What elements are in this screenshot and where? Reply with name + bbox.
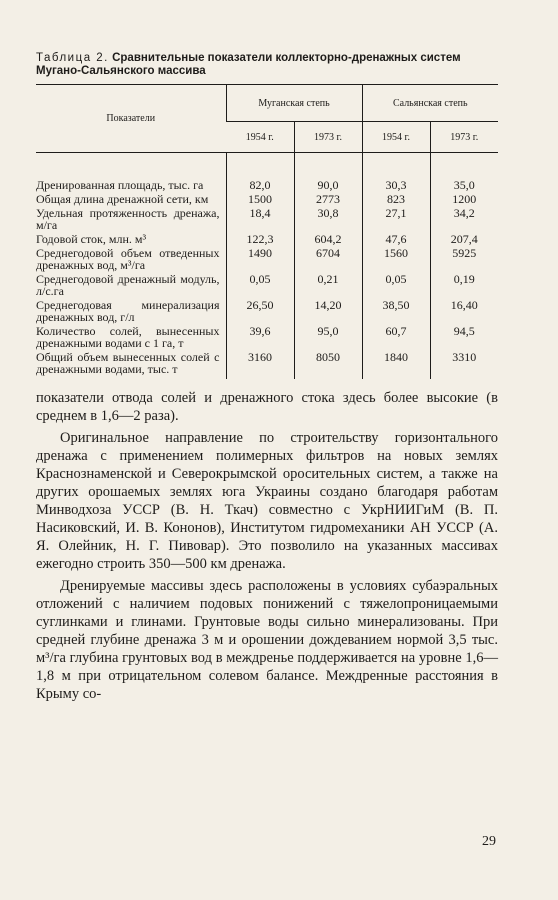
row-label: Среднегодовой дренажный модуль, л/с.га (36, 272, 220, 298)
cell-value: 1560 (362, 246, 430, 272)
table-row (36, 192, 498, 206)
row-label: Среднегодовая минерализация дренажных вод, г/л (36, 298, 220, 324)
cell-value: 1490 (226, 246, 294, 272)
row-label: Количество солей, вынесенных дренажными водами с 1 га, т (36, 324, 220, 350)
cell-value: 16,40 (430, 298, 498, 324)
table-caption-title: Сравнительные показатели коллекторно-дренажных систем Мугано-Сальянского массива (36, 52, 461, 77)
cell-value: 604,2 (294, 232, 362, 246)
cell-value: 90,0 (294, 153, 362, 193)
cell-value: 8050 (294, 350, 362, 379)
body-text (36, 389, 498, 703)
year-header: 1954 г. (362, 122, 430, 153)
table-row (36, 206, 498, 232)
table-row (36, 350, 498, 379)
cell-value: 6704 (294, 246, 362, 272)
row-label: Удельная протяженность дренажа, м/га (36, 206, 220, 232)
cell-value: 94,5 (430, 324, 498, 350)
cell-value: 14,20 (294, 298, 362, 324)
cell-value: 30,8 (294, 206, 362, 232)
cell-value: 26,50 (226, 298, 294, 324)
cell-value: 5925 (430, 246, 498, 272)
cell-value: 2773 (294, 192, 362, 206)
year-header: 1973 г. (294, 122, 362, 153)
row-label: Дренированная площадь, тыс. га (36, 178, 204, 192)
cell-value: 1200 (430, 192, 498, 206)
group-header-mugan: Муганская степь (226, 85, 362, 122)
row-label: Среднегодовой объем отведенных дренажных вод, м³/га (36, 246, 220, 272)
page (36, 52, 498, 707)
cell-value: 3310 (430, 350, 498, 379)
year-header: 1973 г. (430, 122, 498, 153)
cell-value: 1840 (362, 350, 430, 379)
data-table (36, 84, 498, 379)
cell-value: 35,0 (430, 153, 498, 193)
cell-value: 823 (362, 192, 430, 206)
year-header: 1954 г. (226, 122, 294, 153)
table-row (36, 246, 498, 272)
paragraph: Дренируемые массивы здесь расположены в условиях субаэральных отложений с наличием подовых понижений с тяжелопроницаемыми суглинками и глинами. Грунтовые воды сильно минерализованы. При средней глубине дренажа 3 м и орошении дождеванием нормой 3,5 тыс. м³/га глубина грунтовых вод в междренье поддерживается на уровне 1,6—1,8 м при отрицательном солевом балансе. Междренные расстояния в Крыму со- (36, 578, 498, 702)
cell-value: 27,1 (362, 206, 430, 232)
cell-value: 18,4 (226, 206, 294, 232)
cell-value: 60,7 (362, 324, 430, 350)
paragraph: Оригинальное направление по строительству горизонтального дренажа с применением полимерных фильтров на новых землях Краснознаменской и Северокрымской оросительных систем, а также на других орошаемых землях юга Украины создано благодаря работам Минводхоза УССР (В. Н. Ткач) совместно с УкрНИИГиМ (В. П. Насиковский, И. В. Кононов), Институтом гидромеханики АН УССР (А. Я. Олейник, Н. Г. Пивовар). Это позволило на указанных массивах ежегодно строить 350—500 км дренажа. (36, 430, 498, 572)
cell-value: 0,19 (430, 272, 498, 298)
table-caption-lead: Таблица 2. (36, 52, 109, 64)
cell-value: 122,3 (226, 232, 294, 246)
table-row (36, 298, 498, 324)
indicator-header: Показатели (36, 85, 226, 153)
group-header-salyan: Сальянская степь (362, 85, 498, 122)
row-label: Годовой сток, млн. м³ (36, 232, 147, 246)
table-caption (36, 52, 498, 78)
cell-value: 0,21 (294, 272, 362, 298)
table-row (36, 272, 498, 298)
row-label: Общая длина дренажной сети, км (36, 192, 209, 206)
cell-value: 0,05 (226, 272, 294, 298)
cell-value: 1500 (226, 192, 294, 206)
cell-value: 38,50 (362, 298, 430, 324)
paragraph: показатели отвода солей и дренажного стока здесь более высокие (в среднем в 1,6—2 раза). (36, 390, 498, 424)
cell-value: 47,6 (362, 232, 430, 246)
cell-value: 3160 (226, 350, 294, 379)
cell-value: 82,0 (226, 153, 294, 193)
cell-value: 95,0 (294, 324, 362, 350)
table-row (36, 153, 498, 193)
table-row (36, 232, 498, 246)
cell-value: 30,3 (362, 153, 430, 193)
cell-value: 207,4 (430, 232, 498, 246)
cell-value: 39,6 (226, 324, 294, 350)
cell-value: 0,05 (362, 272, 430, 298)
cell-value: 34,2 (430, 206, 498, 232)
row-label: Общий объем вынесенных солей с дренажными водами, тыс. т (36, 350, 220, 376)
table-row (36, 324, 498, 350)
page-number: 29 (482, 834, 496, 849)
